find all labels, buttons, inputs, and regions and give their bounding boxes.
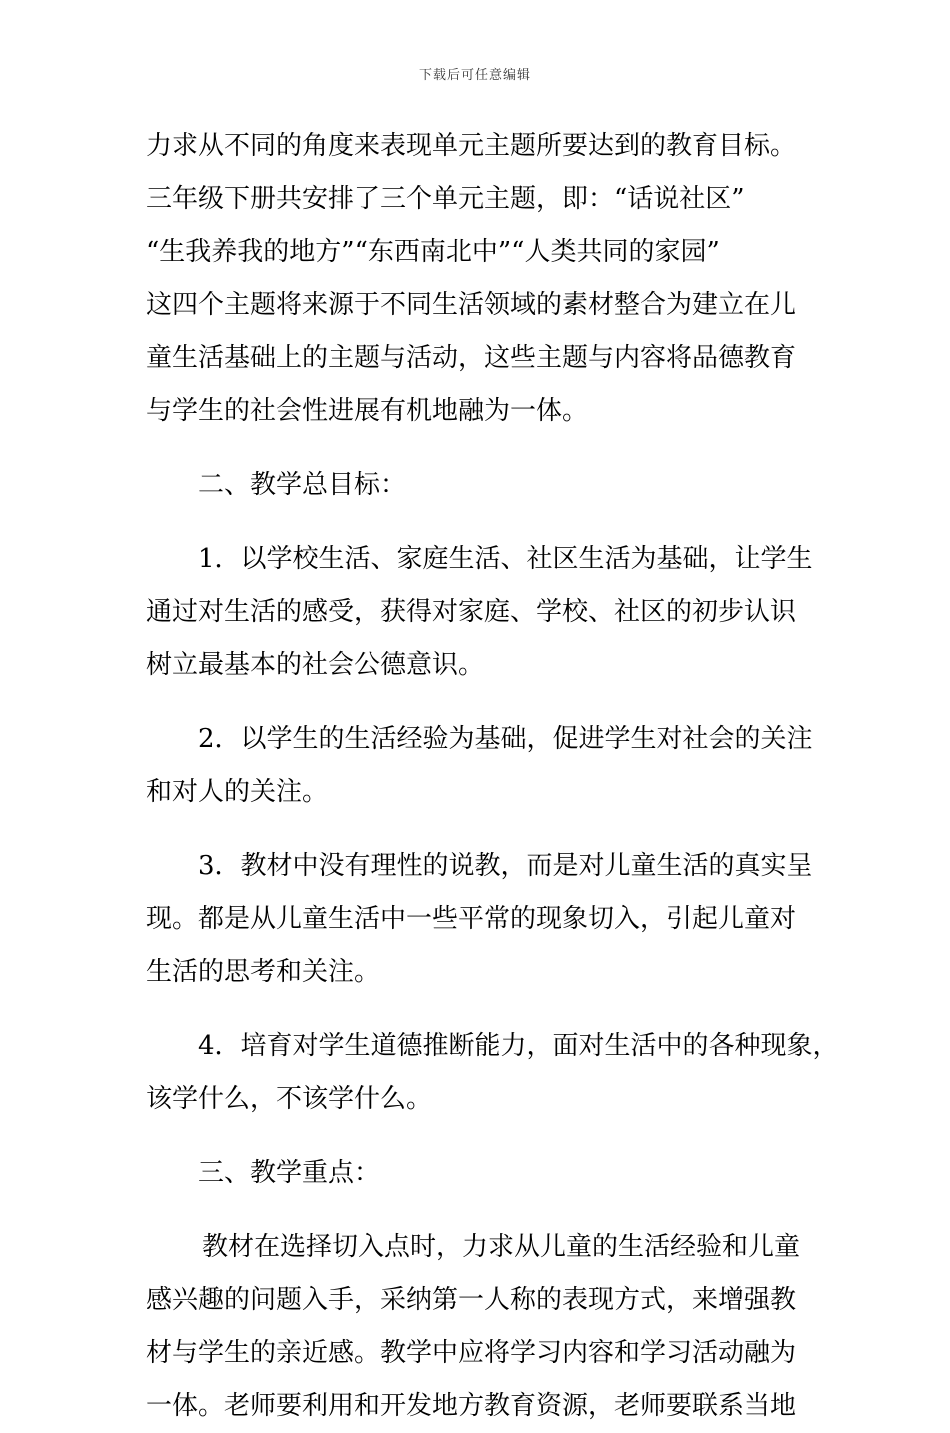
text-line: 教材在选择切入点时，力求从儿童的生活经验和儿童 bbox=[202, 1232, 801, 1262]
paragraph-goal-1 bbox=[146, 533, 816, 692]
text-line: 力求从不同的角度来表现单元主题所要达到的教育目标。 bbox=[146, 131, 797, 161]
text-line: “生我养我的地方”“东西南北中”“人类共同的家园” bbox=[146, 237, 720, 267]
text-line: 材与学生的亲近感。教学中应将学习内容和学习活动融为 bbox=[146, 1338, 797, 1368]
document-body bbox=[146, 120, 839, 1433]
text-line: 通过对生活的感受，获得对家庭、学校、社区的初步认识 bbox=[146, 597, 797, 627]
section-heading: 三、教学重点： bbox=[198, 1158, 381, 1188]
paragraph-goal-2 bbox=[146, 713, 816, 819]
text-line: 与学生的社会性进展有机地融为一体。 bbox=[146, 396, 589, 426]
text-line: 生活的思考和关注。 bbox=[146, 957, 381, 987]
text-line: 和对人的关注。 bbox=[146, 777, 329, 807]
page-header-note: 下载后可任意编辑 bbox=[418, 68, 531, 83]
text-line: 4．培育对学生道德推断能力，面对生活中的各种现象， bbox=[198, 1031, 839, 1061]
paragraph-intro bbox=[146, 120, 816, 438]
text-line: 一体。老师要利用和开发地方教育资源，老师要联系当地 bbox=[146, 1391, 797, 1421]
text-line: 1．以学校生活、家庭生活、社区生活为基础，让学生 bbox=[198, 544, 813, 574]
text-line: 2．以学生的生活经验为基础，促进学生对社会的关注 bbox=[198, 724, 813, 754]
text-line: 现。都是从儿童生活中一些平常的现象切入，引起儿童对 bbox=[146, 904, 797, 934]
paragraph-goal-3 bbox=[146, 840, 816, 999]
text-line: 三年级下册共安排了三个单元主题，即：“话说社区” bbox=[146, 184, 745, 214]
section-heading-goals bbox=[146, 459, 816, 512]
text-line: 该学什么，不该学什么。 bbox=[146, 1084, 433, 1114]
text-line: 童生活基础上的主题与活动，这些主题与内容将品德教育 bbox=[146, 343, 797, 373]
section-heading-key-points bbox=[146, 1147, 816, 1200]
paragraph-key-points bbox=[146, 1221, 816, 1433]
text-line: 感兴趣的问题入手，采纳第一人称的表现方式，来增强教 bbox=[146, 1285, 797, 1315]
paragraph-goal-4 bbox=[146, 1020, 839, 1126]
text-line: 这四个主题将来源于不同生活领域的素材整合为建立在儿 bbox=[146, 290, 797, 320]
text-line: 3．教材中没有理性的说教，而是对儿童生活的真实呈 bbox=[198, 851, 813, 881]
text-line: 树立最基本的社会公德意识。 bbox=[146, 650, 485, 680]
section-heading: 二、教学总目标： bbox=[198, 470, 407, 500]
